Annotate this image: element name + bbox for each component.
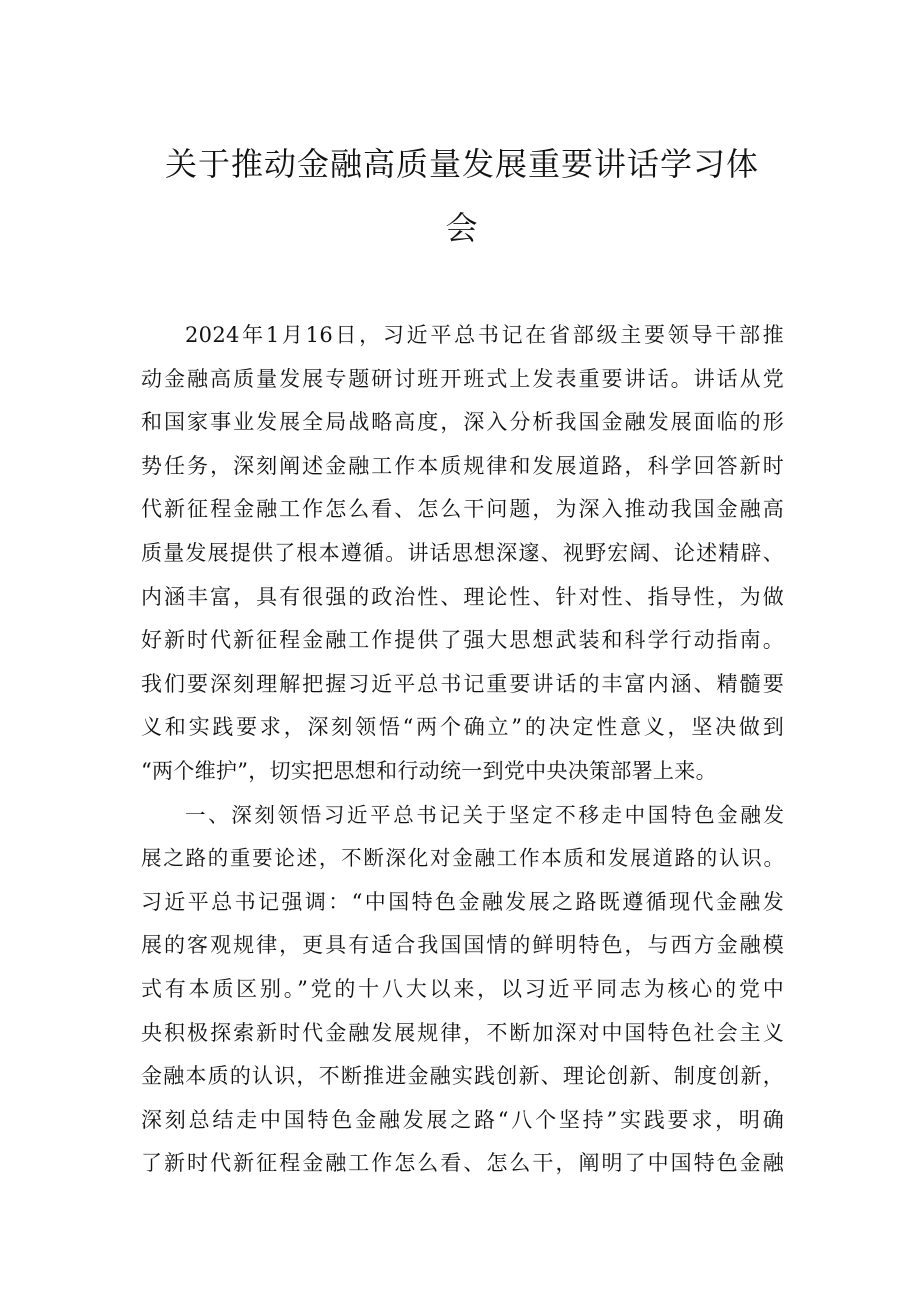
paragraph-1-line: 内涵丰富，具有很强的政治性、理论性、针对性、指导性，为做 <box>141 584 784 609</box>
paragraph-1-line: 义和实践要求，深刻领悟“两个确立”的决定性意义，坚决做到 <box>141 715 784 740</box>
paragraph-1-line: 我们要深刻理解把握习近平总书记重要讲话的丰富内涵、精髓要 <box>141 671 784 696</box>
paragraph-2-line: 金融本质的认识，不断推进金融实践创新、理论创新、制度创新， <box>141 1064 784 1089</box>
section-heading-line: 一、深刻领悟习近平总书记关于坚定不移走中国特色金融发 <box>185 802 784 827</box>
paragraph-2-line: 展的客观规律，更具有适合我国国情的鲜明特色，与西方金融模 <box>141 933 784 958</box>
paragraph-1-line: “两个维护”，切实把思想和行动统一到党中央决策部署上来。 <box>141 758 717 783</box>
paragraph-2-line: 央积极探索新时代金融发展规律，不断加深对中国特色社会主义 <box>141 1020 784 1045</box>
paragraph-1-line: 2024年1月16日，习近平总书记在省部级主要领导干部推 <box>185 323 784 347</box>
paragraph-1-line: 好新时代新征程金融工作提供了强大思想武装和科学行动指南。 <box>141 628 784 653</box>
paragraph-1-line: 和国家事业发展全局战略高度，深入分析我国金融发展面临的形 <box>141 410 784 435</box>
paragraph-2-line: 习近平总书记强调：“中国特色金融发展之路既遵循现代金融发 <box>141 889 784 914</box>
document-title <box>140 132 784 260</box>
paragraph-1-line: 动金融高质量发展专题研讨班开班式上发表重要讲话。讲话从党 <box>141 366 784 391</box>
paragraph-2-line: 了新时代新征程金融工作怎么看、怎么干，阐明了中国特色金融 <box>141 1151 784 1176</box>
paragraph-2-line: 式有本质区别。”党的十八大以来，以习近平同志为核心的党中 <box>141 976 784 1001</box>
title-line: 会 <box>445 209 479 247</box>
title-line: 关于推动金融高质量发展重要讲话学习体 <box>164 145 759 183</box>
paragraph-1-line: 代新征程金融工作怎么看、怎么干问题，为深入推动我国金融高 <box>141 497 784 522</box>
document-body <box>141 314 784 1186</box>
section-heading-line: 展之路的重要论述，不断深化对金融工作本质和发展道路的认识。 <box>141 846 784 871</box>
paragraph-2-line: 深刻总结走中国特色金融发展之路“八个坚持”实践要求，明确 <box>141 1107 784 1132</box>
paragraph-1-line: 势任务，深刻阐述金融工作本质规律和发展道路，科学回答新时 <box>141 453 784 478</box>
paragraph-1-line: 质量发展提供了根本遵循。讲话思想深邃、视野宏阔、论述精辟、 <box>141 540 784 565</box>
